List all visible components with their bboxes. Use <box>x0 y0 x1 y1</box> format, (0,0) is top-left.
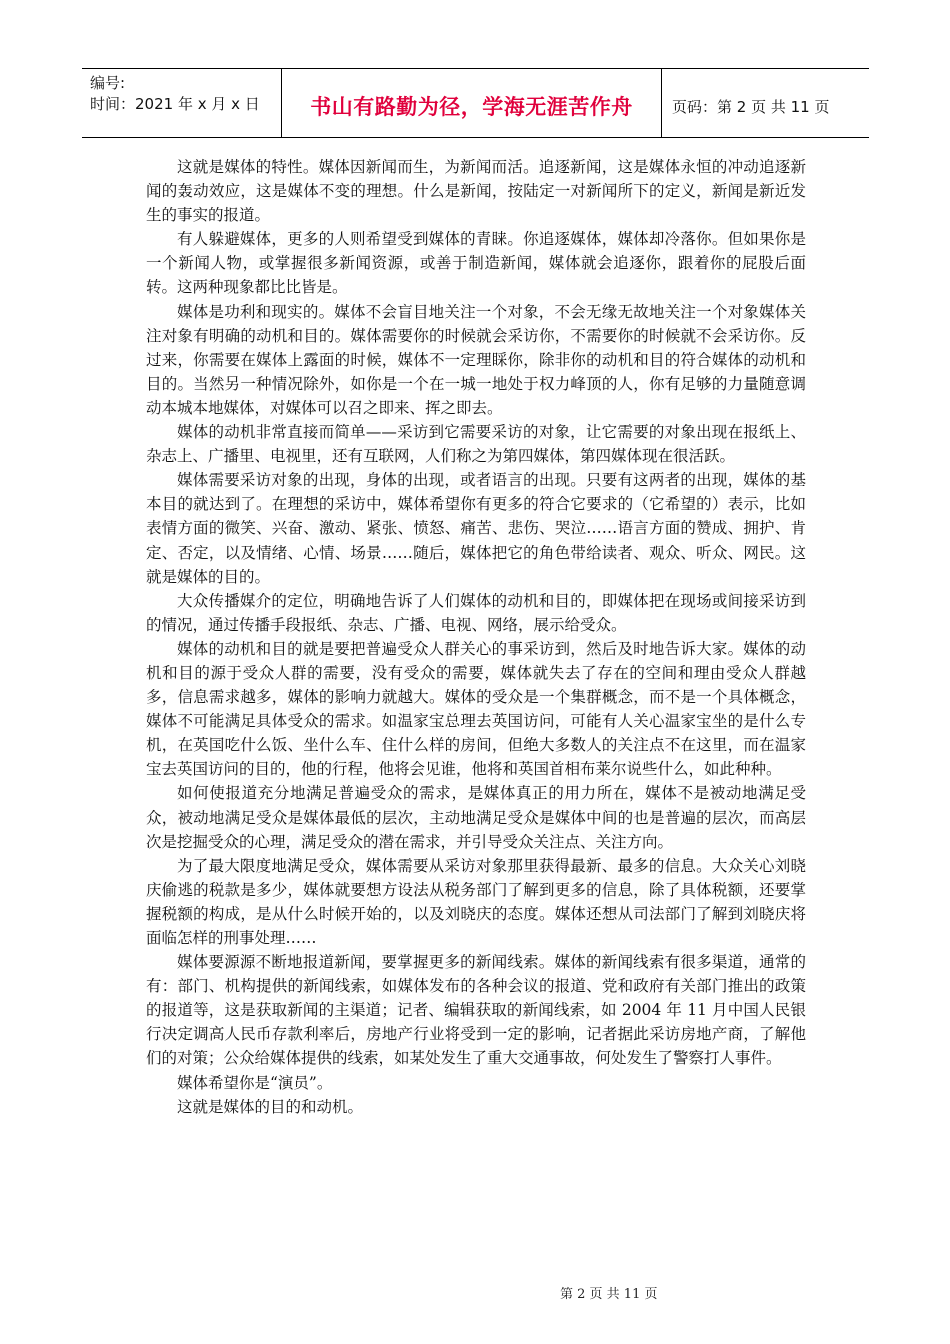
header-meta-cell <box>82 69 282 137</box>
paragraph: 媒体是功利和现实的。媒体不会盲目地关注一个对象，不会无缘无故地关注一个对象媒体关注对象有明确的动机和目的。媒体需要你的时候就会采访你，不需要你的时候就不会采访你。反过来，你需要在媒体上露面的时候，媒体不一定理睬你，除非你的动机和目的符合媒体的动机和目的。当然另一种情况除外，如你是一个在一城一地处于权力峰顶的人，你有足够的力量随意调动本城本地媒体，对媒体可以召之即来、挥之即去。 <box>146 302 806 417</box>
paragraph: 媒体希望你是“演员”。 <box>177 1073 333 1092</box>
paragraph: 如何使报道充分地满足普遍受众的需求，是媒体真正的用力所在，媒体不是被动地满足受众，被动地满足受众是媒体最低的层次，主动地满足受众是媒体中间的也是普遍的层次，而高层次是挖掘受众的心理，满足受众的潜在需求，并引导受众关注点、关注方向。 <box>146 784 806 851</box>
paragraph: 为了最大限度地满足受众，媒体需要从采访对象那里获得最新、最多的信息。大众关心刘晓庆偷逃的税款是多少，媒体就要想方设法从税务部门了解到更多的信息，除了具体税额，还要掌握税额的构成，是从什么时候开始的，以及刘晓庆的态度。媒体还想从司法部门了解到刘晓庆将面临怎样的刑事处理…… <box>146 856 806 947</box>
header-motto: 书山有路勤为径，学海无涯苦作舟 <box>282 69 662 137</box>
paragraph: 媒体的动机和目的就是要把普遍受众人群关心的事采访到，然后及时地告诉大家。媒体的动机和目的源于受众人群的需要，没有受众的需要，媒体就失去了存在的空间和理由受众人群越多，信息需求越多，媒体的影响力就越大。媒体的受众是一个集群概念，而不是一个具体概念，媒体不可能满足具体受众的需求。如温家宝总理去英国访问，可能有人关心温家宝坐的是什么专机，在英国吃什么饭、坐什么车、住什么样的房间，但绝大多数人的关注点不在这里，而在温家宝去英国访问的目的，他的行程，他将会见谁，他将和英国首相布莱尔说些什么，如此种种。 <box>146 639 806 779</box>
page-footer: 第 2 页 共 11 页 <box>560 1287 658 1302</box>
document-body <box>146 155 806 1119</box>
paragraph: 大众传播媒介的定位，明确地告诉了人们媒体的动机和目的，即媒体把在现场或间接采访到的情况，通过传播手段报纸、杂志、广播、电视、网络，展示给受众。 <box>146 591 806 634</box>
number-label: 编号: <box>90 74 126 92</box>
paragraph: 媒体需要采访对象的出现，身体的出现，或者语言的出现。只要有这两者的出现，媒体的基本目的就达到了。在理想的采访中，媒体希望你有更多的符合它要求的（它希望的）表示，比如表情方面的微笑、兴奋、激动、紧张、愤怒、痛苦、悲伤、哭泣……语言方面的赞成、拥护、肯定、否定，以及情绪、心情、场景……随后，媒体把它的角色带给读者、观众、听众、网民。这就是媒体的目的。 <box>146 471 806 586</box>
document-header <box>82 68 869 138</box>
time-label: 时间：2021 年 x 月 x 日 <box>90 95 260 113</box>
paragraph: 这就是媒体的目的和动机。 <box>177 1097 364 1116</box>
paragraph: 有人躲避媒体，更多的人则希望受到媒体的青睐。你追逐媒体，媒体却冷落你。但如果你是一个新闻人物，或掌握很多新闻资源，或善于制造新闻，媒体就会追逐你，跟着你的屁股后面转。这两种现象都比比皆是。 <box>146 230 806 297</box>
paragraph: 媒体的动机非常直接而简单——采访到它需要采访的对象，让它需要的对象出现在报纸上、杂志上、广播里、电视里，还有互联网，人们称之为第四媒体，第四媒体现在很活跃。 <box>146 423 806 466</box>
paragraph: 这就是媒体的特性。媒体因新闻而生，为新闻而活。追逐新闻，这是媒体永恒的冲动追逐新闻的轰动效应，这是媒体不变的理想。什么是新闻，按陆定一对新闻所下的定义，新闻是新近发生的事实的报道。 <box>146 158 806 225</box>
header-page-info: 页码：第 2 页 共 11 页 <box>672 97 830 116</box>
paragraph: 媒体要源源不断地报道新闻，要掌握更多的新闻线索。媒体的新闻线索有很多渠道，通常的有：部门、机构提供的新闻线索，如媒体发布的各种会议的报道、党和政府有关部门推出的政策的报道等，这是获取新闻的主渠道；记者、编辑获取的新闻线索，如 2004 年 11 月中国人民银行决定调高人民币存款利率后，房地产行业将受到一定的影响，记者据此采访房地产商，了解他们的对策；公众给媒体提供的线索，如某处发生了重大交通事故，何处发生了警察打人事件。 <box>146 953 806 1068</box>
